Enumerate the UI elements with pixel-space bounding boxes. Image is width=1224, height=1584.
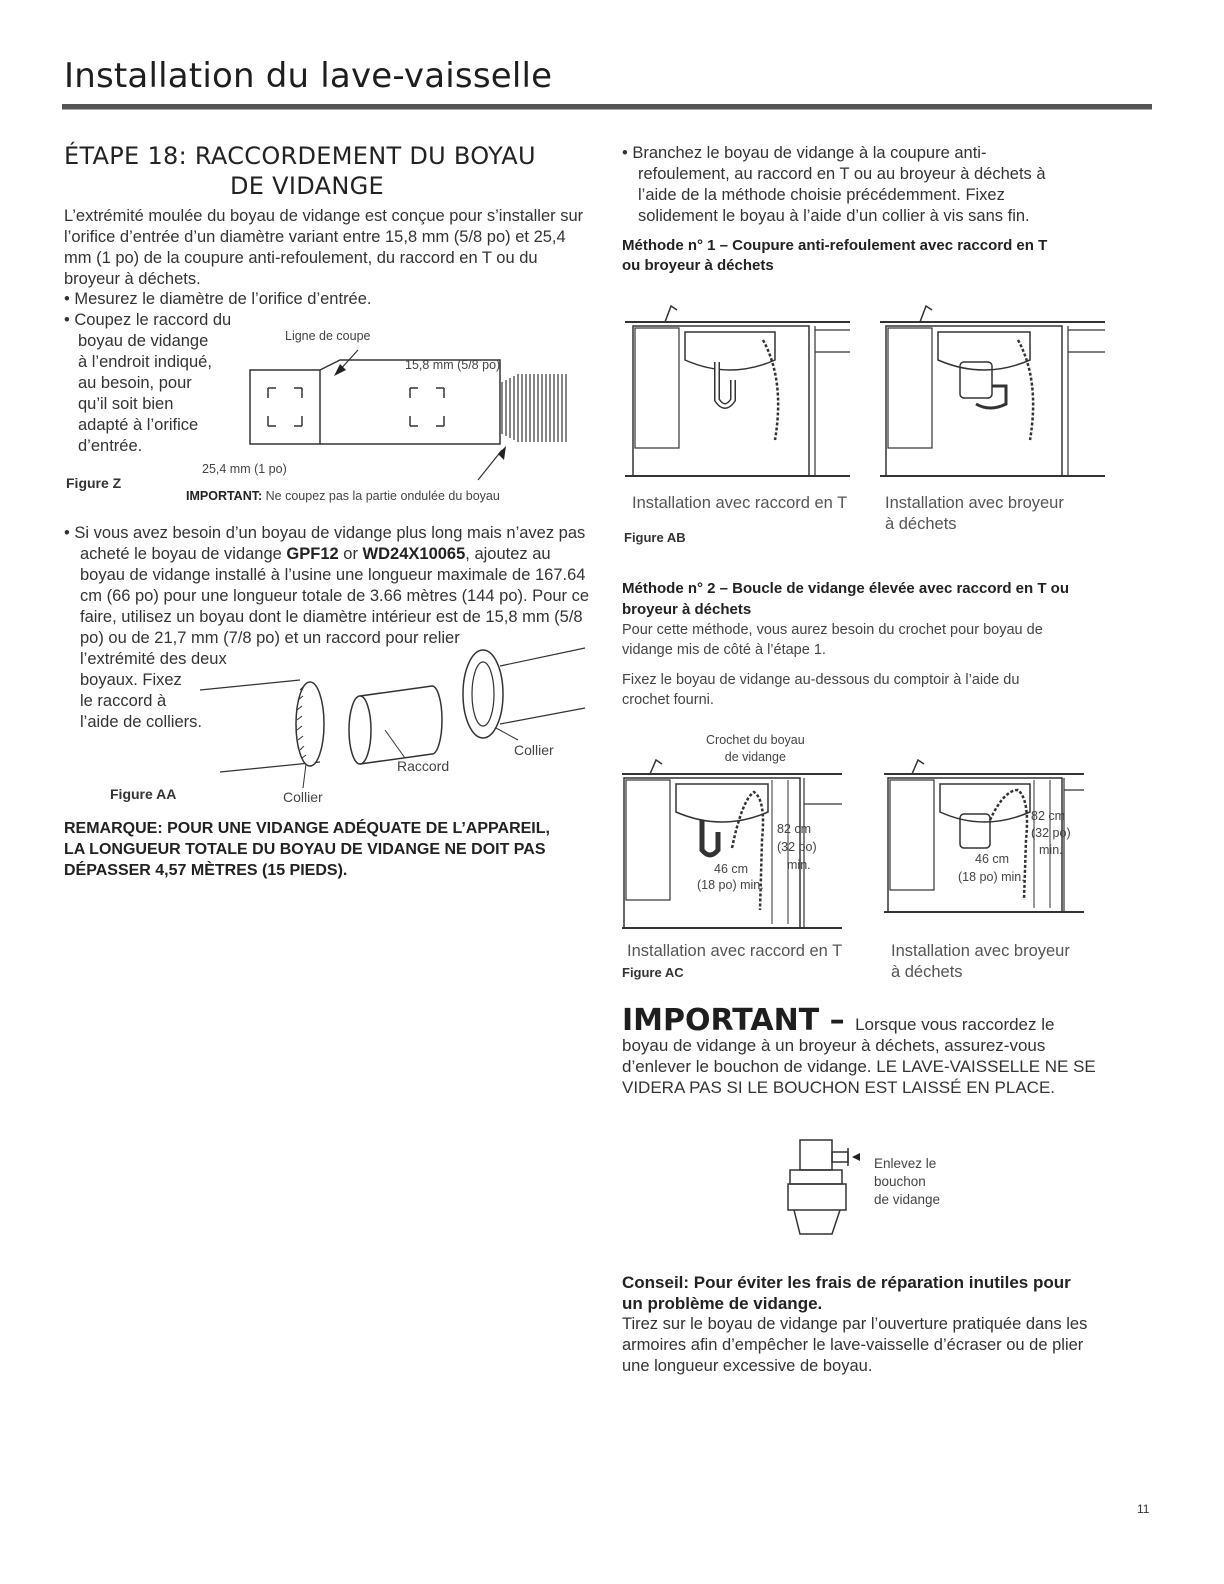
figure-ab-caption: Figure AB — [624, 530, 686, 545]
cut-line-label: Ligne de coupe — [285, 329, 371, 343]
important-label: IMPORTANT: — [186, 489, 263, 503]
step-title-line1: ÉTAPE 18: RACCORDEMENT DU BOYAU — [64, 142, 536, 170]
bullet-cut-line: boyau de vidange — [78, 332, 209, 350]
bullet-measure: • Mesurez le diamètre de l’orifice d’entrée. — [64, 290, 372, 308]
fig-ac-left-h18: (18 po) min. — [697, 878, 764, 892]
right-bullet: • Branchez le boyau de vidange à la coupure anti-refoulement, au raccord en T ou au broyeur à déchets à l’aide de la méthode choisie précédemment. Fixez solidement le boyau à l’aide d’un collier à vis sans fin. — [622, 144, 1046, 225]
figure-z-important — [186, 489, 500, 503]
extension-tail-line: le raccord à — [80, 692, 167, 710]
hook-label-line: de vidange — [724, 750, 786, 764]
fig-ac-left-label: Installation avec raccord en T — [627, 942, 843, 960]
raccord-label: Raccord — [397, 758, 450, 774]
bullet-cut-line: adapté à l’orifice — [78, 416, 199, 434]
fig-ac-right-line: Installation avec broyeur — [891, 942, 1070, 960]
disposer-plug-icon — [786, 1138, 866, 1238]
fig-ac-right-h46: 46 cm — [975, 852, 1010, 866]
height-46: 46 cm — [714, 862, 749, 876]
header-rule — [62, 104, 1152, 110]
step-intro: L’extrémité moulée du boyau de vidange est conçue pour s’installer sur l’orifice d’entrée d’un diamètre variant entre 15,8 mm (5/8 po) et 25,4 mm (1 po) de la coupure anti-refoulement, du raccord en T ou du broyeur à déchets. — [64, 207, 584, 288]
height-82: 82 cm — [1031, 809, 1066, 823]
plug-label-line: de vidange — [874, 1192, 941, 1207]
remarque-line: LA LONGUEUR TOTALE DU BOYAU DE VIDANGE NE DOIT PAS — [64, 841, 546, 858]
fig-ac-left-h46 — [714, 860, 748, 878]
collier-right-label: Collier — [514, 742, 554, 758]
important-word: IMPORTANT — [622, 1003, 820, 1038]
min-label: min. — [787, 858, 811, 872]
extension-tail-line: l’extrémité des deux — [80, 650, 227, 668]
bullet-cut — [64, 310, 264, 457]
conseil-text: Tirez sur le boyau de vidange par l’ouverture pratiquée dans les armoires afin d’empêcher le lave-vaisselle d’écraser ou de plier une longueur excessive de boyau. — [622, 1315, 1088, 1375]
extension-text-or: or — [338, 545, 363, 563]
important-block — [622, 1003, 1102, 1098]
extension-text-a: • Si vous avez besoin d’un boyau de vidange plus long mais n’avez pas acheté le boyau de vidange — [64, 524, 586, 563]
conseil-title: Conseil: Pour éviter les frais de réparation inutiles pour un problème de vidange. — [622, 1273, 1071, 1313]
fig-ac-right-label — [891, 941, 1070, 983]
extension-tail-line: l’aide de colliers. — [80, 713, 202, 731]
height-32: (32 po) — [1031, 826, 1071, 840]
fig-ac-right-h18: (18 po) min. — [958, 870, 1025, 884]
fig-ab-right-line: à déchets — [885, 515, 957, 533]
figure-z-hose-diagram — [240, 330, 580, 480]
figure-aa-caption: Figure AA — [110, 786, 177, 802]
part-number-2: WD24X10065 — [362, 545, 466, 563]
bullet-cut-line: qu’il soit bien — [78, 395, 174, 413]
bullet-cut-line: • Coupez le raccord du — [64, 311, 232, 329]
fig-ab-right-label — [885, 493, 1064, 535]
remarque-note — [64, 818, 550, 881]
dim-large-label: 25,4 mm (1 po) — [202, 462, 287, 476]
fig-ac-left-height — [777, 820, 817, 874]
bullet-cut-line: au besoin, pour — [78, 374, 192, 392]
page-number: 11 — [1137, 1502, 1150, 1516]
method2-p2: Fixez le boyau de vidange au-dessous du comptoir à l’aide du crochet fourni. — [622, 672, 1020, 708]
fig-ac-right-height — [1031, 808, 1071, 859]
fig-ab-left-label: Installation avec raccord en T — [632, 494, 848, 512]
plug-label — [874, 1155, 940, 1209]
remarque-line: DÉPASSER 4,57 MÈTRES (15 PIEDS). — [64, 862, 348, 879]
height-82: 82 cm — [777, 822, 812, 836]
figure-ac-caption: Figure AC — [622, 965, 684, 980]
collier-bottom-label: Collier — [283, 789, 323, 805]
important-text: Lorsque vous raccordez le boyau de vidange à un broyeur à déchets, assurez-vous d’enlever le bouchon de vidange. LE LAVE-VAISSELLE NE SE VIDERA PAS SI LE BOUCHON EST LAISSÉ EN PLACE. — [622, 1015, 1096, 1097]
bullet-cut-line: à l’endroit indiqué, — [78, 353, 212, 371]
fig-ab-right-line: Installation avec broyeur — [885, 494, 1064, 512]
height-32: (32 po) — [777, 840, 817, 854]
figure-aa-connector-diagram — [200, 640, 590, 800]
plug-label-line: Enlevez le — [874, 1156, 937, 1171]
page-title: Installation du lave-vaisselle — [64, 56, 553, 96]
hook-label-line: Crochet du boyau — [706, 733, 805, 747]
figure-z-caption: Figure Z — [66, 475, 122, 491]
figure-ab-disposer-diagram — [880, 300, 1110, 490]
figure-ac-disposer-loop-diagram — [884, 760, 1109, 940]
extension-text-b: , ajoutez au boyau de vidange installé à l’usine une longueur maximale de 167.64 cm (66 po) pour une longueur totale de 3.66 mètres (144 po). Pour ce faire, utilisez un boyau dont le diamètre intérieur est de 15,8 mm (5/8 po) ou de 21,7 mm (7/8 po) et un raccord pour relier — [80, 545, 590, 647]
method2-p1: Pour cette méthode, vous aurez besoin du crochet pour boyau de vidange mis de côté à l’étape 1. — [622, 622, 1043, 658]
method2-title: Méthode n° 2 – Boucle de vidange élevée avec raccord en T ou broyeur à déchets — [622, 580, 1069, 618]
important-dash: – — [819, 1003, 856, 1038]
remarque-line: REMARQUE: POUR UNE VIDANGE ADÉQUATE DE L’APPAREIL, — [64, 820, 550, 837]
method1-title: Méthode n° 1 – Coupure anti-refoulement avec raccord en T ou broyeur à déchets — [622, 237, 1048, 274]
step-title-line2: DE VIDANGE — [230, 172, 384, 200]
extension-paragraph — [64, 523, 596, 649]
part-number-1: GPF12 — [286, 545, 339, 563]
dim-small-label: 15,8 mm (5/8 po) — [405, 358, 501, 372]
figure-ab-tee-diagram — [625, 300, 855, 490]
fig-ac-right-line: à déchets — [891, 963, 963, 981]
important-text: Ne coupez pas la partie ondulée du boyau — [265, 489, 500, 503]
bullet-cut-line: d’entrée. — [78, 437, 143, 455]
plug-label-line: bouchon — [874, 1174, 926, 1189]
extension-tail-line: boyaux. Fixez — [80, 671, 182, 689]
min-label: min. — [1039, 843, 1063, 857]
